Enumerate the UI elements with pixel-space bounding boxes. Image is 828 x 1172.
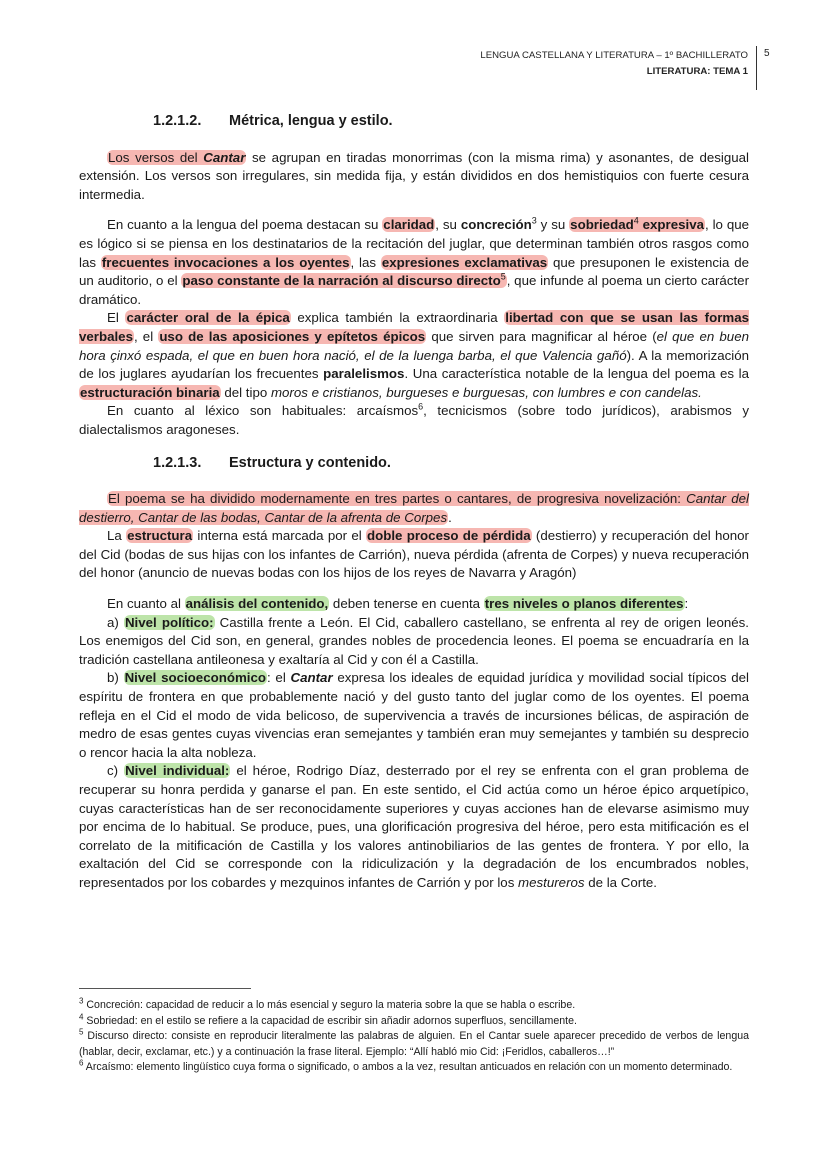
section-title: Métrica, lengua y estilo. bbox=[229, 113, 393, 129]
highlight: expresiones exclamativas bbox=[381, 254, 548, 270]
paragraph-oralidad: El carácter oral de la épica explica también la extraordinaria libertad con que se usan las formas verbales, el uso de las aposiciones y epítetos épicos que sirven para magnificar al héroe (el que en buen hora çinxó espada, el que en buen hora nació, el de la luenga barba, el que Valencia gañó). A la memorización de los juglares ayudarían los frecuentes paralelismos. Una característica notable de la lengua del poema es la estructuración binaria del tipo moros e cristianos, burgueses e burguesas, con lumbres e con candelas. bbox=[79, 310, 750, 400]
section-spacer bbox=[79, 440, 749, 454]
footnote-ref: 3 bbox=[531, 215, 537, 226]
section-number: 1.2.1.3. bbox=[153, 454, 202, 471]
highlight: Nivel político: bbox=[124, 614, 214, 630]
highlight: estructuración binaria bbox=[80, 384, 220, 400]
section-number: 1.2.1.2. bbox=[153, 113, 202, 129]
page-number: 5 bbox=[764, 48, 770, 59]
highlight: tres niveles o planos diferentes bbox=[484, 596, 684, 612]
paragraph-lengua: En cuanto a la lengua del poema destacan su claridad, su concreción$^3$ y su sobriedad$^4$ expresiva, lo que es lógico si se piensa en los destinatarios de la recitación del juglar, que determinan también otros rasgos como las frecuentes invocaciones a los oyentes, las expresiones exclamativas que presuponen le existencia de un auditorio, o el paso constante de la narración al discurso directo$^5$, que infunde al poema un cierto carácter dramático. bbox=[79, 215, 750, 307]
highlight: libertad con que se usan las formas verbales bbox=[79, 310, 749, 344]
highlight: paso constante de la narración al discurso directo$^5$ bbox=[182, 271, 506, 289]
running-header bbox=[480, 48, 748, 80]
highlight: Nivel individual: bbox=[125, 763, 230, 779]
paragraph-cantares: El poema se ha dividido modernamente en tres partes o cantares, de progresiva novelización: Cantar del destierro, Cantar de las bodas, Cantar de la afrenta de Corpes. bbox=[79, 491, 749, 525]
footnote: $^3$ Concreción: capacidad de reducir a lo más esencial y seguro la materia sobre la que se habla o escribe. bbox=[79, 996, 576, 1011]
highlight: claridad bbox=[383, 217, 435, 233]
header-divider bbox=[756, 46, 757, 90]
highlight: estructura bbox=[127, 528, 193, 544]
footnotes bbox=[79, 998, 749, 1076]
paragraph-estructura: La estructura interna está marcada por el doble proceso de pérdida (destierro) y recuperación del honor del Cid (bodas de sus hijas con los infantes de Carrión), nueva pérdida (afrenta de Corpes) y nueva recuperación del honor (anuncio de nuevas bodas con los hijos de los reyes de Navarra y Aragón) bbox=[79, 528, 749, 581]
highlight: uso de las aposiciones y epítetos épicos bbox=[159, 328, 426, 344]
highlight: Los versos del Cantar bbox=[108, 149, 246, 165]
footnote: $^6$ Arcaísmo: elemento lingüístico cuya forma o significado, o ambos a la vez, resultan anticuados en relación con un momento determinado. bbox=[79, 1058, 733, 1073]
highlight: doble proceso de pérdida bbox=[367, 528, 531, 544]
header-course: LENGUA CASTELLANA Y LITERATURA – 1º BACHILLERATO bbox=[480, 50, 748, 61]
highlight: El poema se ha dividido modernamente en tres partes o cantares, de progresiva novelización: Cantar del destierro, Cantar de las bodas, Cantar de la afrenta de Corpes bbox=[79, 491, 749, 525]
section-title: Estructura y contenido. bbox=[229, 454, 391, 471]
section-heading-metrica bbox=[153, 112, 749, 131]
section-heading-estructura bbox=[153, 454, 749, 473]
footnote-ref: 4 bbox=[633, 215, 639, 226]
highlight: análisis del contenido, bbox=[185, 596, 329, 612]
document-body bbox=[79, 112, 749, 893]
footnote: $^4$ Sobriedad: en el estilo se refiere a la capacidad de escribir sin añadir adornos superfluos, sencillamente. bbox=[79, 1011, 577, 1027]
footnote-separator bbox=[79, 988, 251, 989]
paragraph-nivel-socioeconomico: b) Nivel socioeconómico: el Cantar expresa los ideales de equidad jurídica y movilidad social típicos del espíritu de frontera en que probablemente nació y del gusto tanto del juglar como de los oyentes. El poema refleja en el Cid el modo de vida belicoso, de supervivencia a través de incursiones bélicas, de aspiración de medro de esas gentes cuyas vivencias eran semejantes y también eran muy semejantes y también su desprecio o rencor hacia la alta nobleza. bbox=[79, 670, 749, 760]
paragraph-nivel-politico: a) Nivel político: Castilla frente a León. El Cid, caballero castellano, se enfrenta al rey de origen leonés. Los enemigos del Cid son, en general, grandes nobles de procedencia leones. El poema se encuadraría en la tradición castellana antileonesa y exaltaría al Cid y con él a Castilla. bbox=[79, 614, 749, 667]
footnote-ref: 5 bbox=[500, 271, 506, 282]
footnote-ref: 6 bbox=[418, 401, 424, 412]
highlight: carácter oral de la épica bbox=[126, 310, 290, 326]
paragraph-versos: Los versos del Cantar se agrupan en tiradas monorrimas (con la misma rima) y asonantes, de desigual extensión. Los versos son irregulares, sin medida fija, y están divididos en dos hemistiquios con fuerte cesura intermedia. bbox=[79, 149, 749, 202]
paragraph-analisis: En cuanto al análisis del contenido, deben tenerse en cuenta tres niveles o planos diferentes: bbox=[107, 596, 689, 612]
footnote: $^5$ Discurso directo: consiste en reproducir literalmente las palabras de alguien. En el Cantar suele aparecer precedido de verbos de lengua (hablar, decir, exclamar, etc.) y a continuación la frase literal. Ejemplo: “Allí habló mio Cid: ¡Feridlos, caballeros…!” bbox=[79, 1027, 749, 1058]
paragraph-lexico: En cuanto al léxico son habituales: arcaísmos$^6$, tecnicismos (sobre todo jurídicos), arabismos y dialectalismos aragoneses. bbox=[79, 401, 749, 437]
header-chapter: LITERATURA: TEMA 1 bbox=[646, 66, 748, 77]
highlight: frecuentes invocaciones a los oyentes bbox=[101, 254, 350, 270]
highlight: sobriedad$^4$ expresiva bbox=[570, 215, 704, 233]
paragraph-nivel-individual: c) Nivel individual: el héroe, Rodrigo Díaz, desterrado por el rey se enfrenta con el gran problema de recuperar su honra perdida y ganarse el pan. En este sentido, el Cid actúa como un héroe épico arquetípico, cuyas características han de ser reconocidamente superiores y cuyas acciones han de elevarse asimismo muy por encima de lo habitual. Se produce, pues, una glorificación progresiva del héroe, pero esta mitificación es el correlato de la mitificación de Castilla y los valores antinobiliarios de las gentes de frontera. Y por ello, la exaltación del Cid se corresponde con la ridiculización y la degradación de los encumbrados nobles, representados por los cobardes y mezquinos infantes de Carrión y por los mestureros de la Corte. bbox=[79, 763, 749, 890]
highlight: Nivel socioeconómico bbox=[124, 670, 266, 686]
